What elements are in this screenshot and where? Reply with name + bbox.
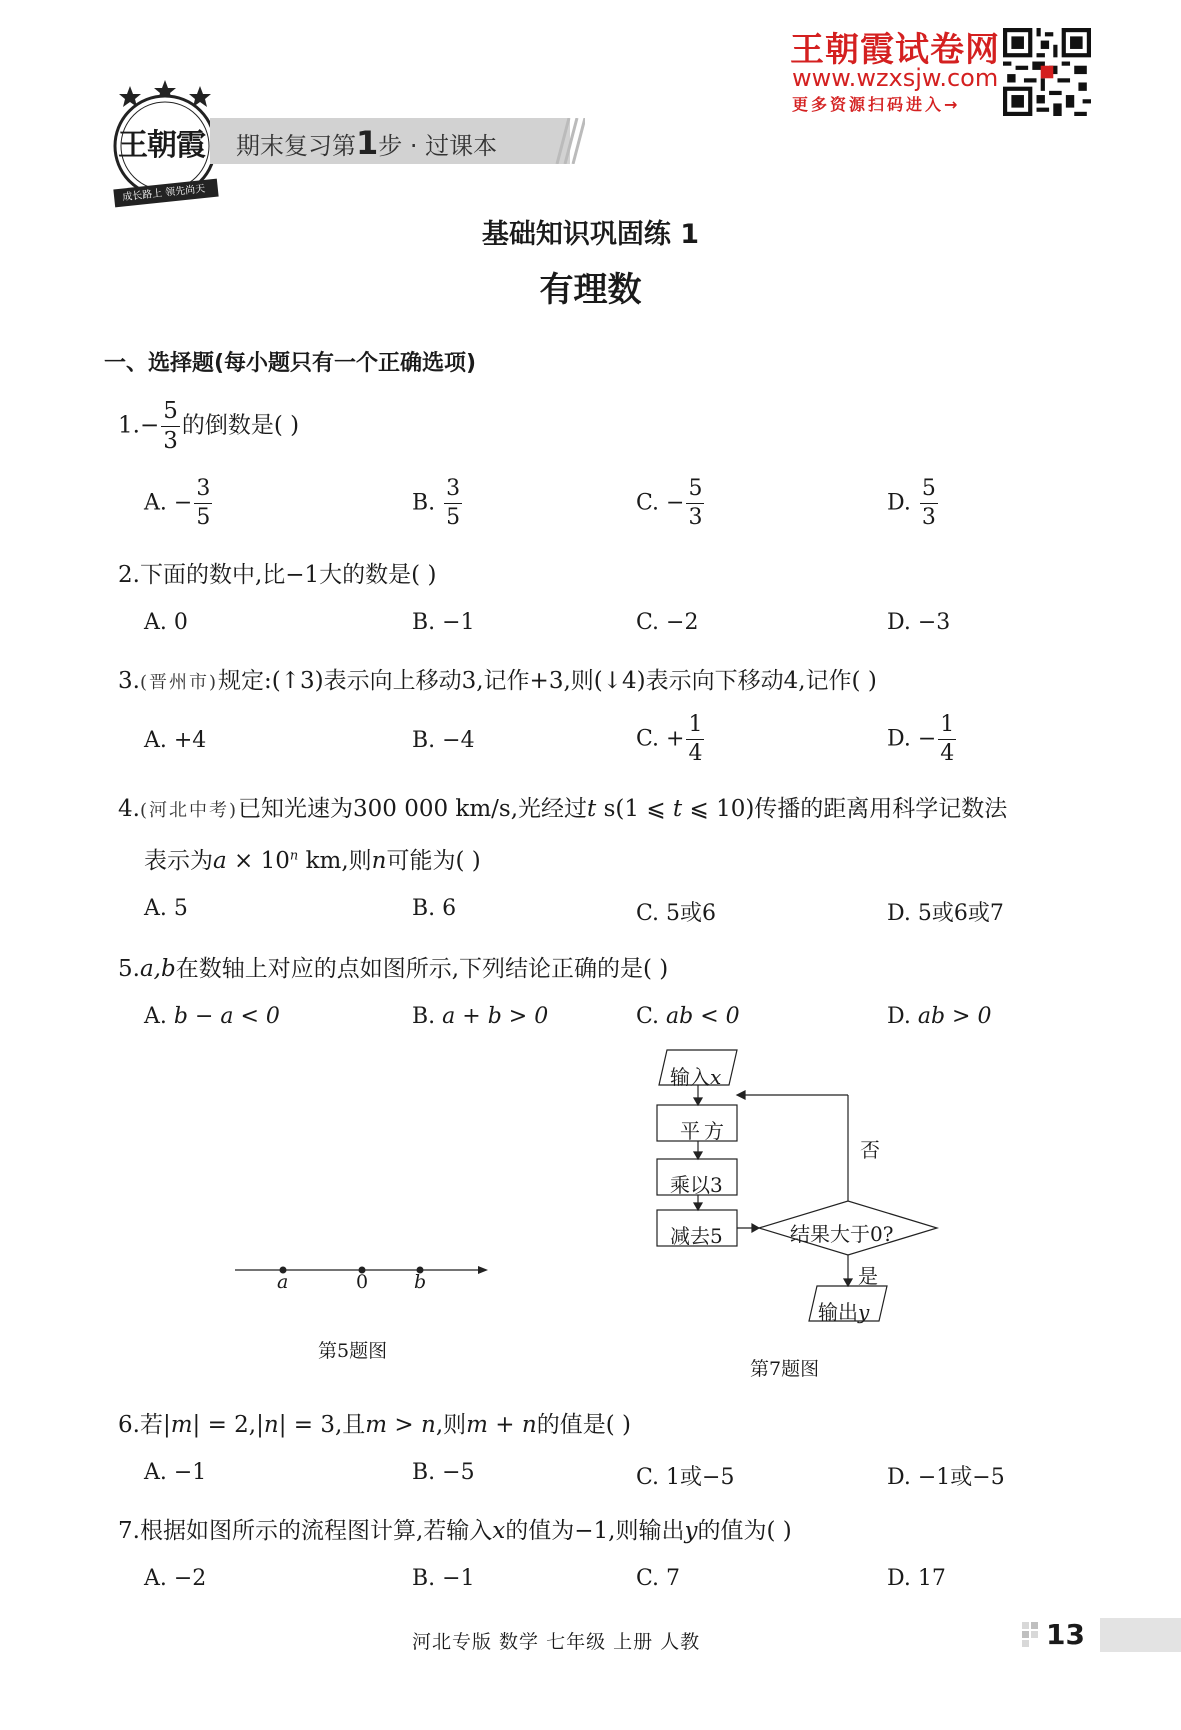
question-7: 7.根据如图所示的流程图计算,若输入x的值为−1,则输出y的值为( ) xyxy=(118,1518,792,1544)
q6-option-a[interactable]: A. −1 xyxy=(144,1460,207,1485)
q6-option-d[interactable]: D. −1或−5 xyxy=(887,1465,1005,1490)
exercise-title: 基础知识巩固练 1 xyxy=(481,219,700,250)
question-4-line2: 表示为$a \times 10^n$ km,则n可能为( ) xyxy=(144,848,481,874)
label-zero: 0 xyxy=(356,1271,369,1293)
q3-option-d[interactable]: D. − $\frac{1}{4}$ xyxy=(887,712,955,766)
q7-option-d[interactable]: D. 17 xyxy=(887,1566,946,1591)
q5-option-c[interactable]: C. ab < 0 xyxy=(636,1004,740,1029)
q3-option-a[interactable]: A. +4 xyxy=(144,728,207,753)
question-3: 3.(晋州市)规定:(↑3)表示向上移动3,记作+3,则(↓4)表示向下移动4,记作( ) xyxy=(118,668,877,694)
q2-option-a[interactable]: A. 0 xyxy=(144,610,188,635)
q3-option-b[interactable]: B. −4 xyxy=(412,728,475,753)
q5-option-d[interactable]: D. ab > 0 xyxy=(887,1004,992,1029)
figure7-caption: 第7题图 xyxy=(750,1358,820,1380)
logo-text: 王朝霞 xyxy=(118,128,205,163)
qr-code-icon[interactable] xyxy=(1003,28,1091,116)
question-2: 2.下面的数中,比−1大的数是( ) xyxy=(118,562,437,588)
page-number: 13 xyxy=(1046,1618,1085,1651)
flow-output: 输出y xyxy=(818,1300,870,1324)
q3-option-c[interactable]: C. + $\frac{1}{4}$ xyxy=(636,712,703,766)
page-decoration-icon xyxy=(1022,1622,1048,1648)
label-a: a xyxy=(277,1271,289,1293)
axis-arrow-icon xyxy=(478,1266,488,1274)
question-1: 1.− $\frac{5}{3}$ 的倒数是( ) xyxy=(118,398,300,454)
flow-no-label: 否 xyxy=(860,1138,880,1162)
q7-option-b[interactable]: B. −1 xyxy=(412,1566,475,1591)
banner-stripes xyxy=(555,118,585,164)
banner-text: 期末复习第1步 · 过课本 xyxy=(236,124,498,162)
q3-source: (晋州市) xyxy=(139,672,218,693)
flow-decision: 结果大于0? xyxy=(790,1222,894,1246)
page-number-bar xyxy=(1100,1618,1181,1652)
question-5: 5.a,b在数轴上对应的点如图所示,下列结论正确的是( ) xyxy=(118,956,669,982)
q4-option-d[interactable]: D. 5或6或7 xyxy=(887,901,1004,926)
q6-option-c[interactable]: C. 1或−5 xyxy=(636,1465,735,1490)
q2-option-b[interactable]: B. −1 xyxy=(412,610,475,635)
q4-source: (河北中考) xyxy=(139,800,238,821)
q1-option-c[interactable]: C. − $\frac{5}{3}$ xyxy=(636,476,703,530)
banner-step-number: 1 xyxy=(356,124,379,162)
q4-option-b[interactable]: B. 6 xyxy=(412,896,457,921)
q5-option-a[interactable]: A. b − a < 0 xyxy=(144,1004,280,1029)
q1-option-a[interactable]: A. − $\frac{3}{5}$ xyxy=(144,476,211,530)
q7-option-c[interactable]: C. 7 xyxy=(636,1566,681,1591)
q4-option-a[interactable]: A. 5 xyxy=(144,896,188,921)
q2-option-c[interactable]: C. −2 xyxy=(636,610,699,635)
flow-step-subtract: 减去5 xyxy=(670,1224,723,1248)
q4-option-c[interactable]: C. 5或6 xyxy=(636,901,717,926)
q1-option-d[interactable]: D. $\frac{5}{3}$ xyxy=(887,476,936,530)
question-6: 6.若|m| = 2,|n| = 3,且m > n,则m + n的值是( ) xyxy=(118,1412,631,1438)
brand-url[interactable]: www.wzxsjw.com xyxy=(792,64,999,92)
footer-edition: 河北专版 数学 七年级 上册 人教 xyxy=(412,1631,701,1653)
section-heading: 一、选择题(每小题只有一个正确选项) xyxy=(104,351,477,376)
q6-option-b[interactable]: B. −5 xyxy=(412,1460,475,1485)
label-b: b xyxy=(414,1271,427,1293)
flow-step-multiply: 乘以3 xyxy=(670,1173,723,1197)
q7-option-a[interactable]: A. −2 xyxy=(144,1566,207,1591)
chapter-title: 有理数 xyxy=(539,270,642,310)
flow-input: 输入x xyxy=(670,1065,722,1089)
brand-title: 王朝霞试卷网 xyxy=(790,30,1000,70)
flow-step-square: 平方 xyxy=(680,1119,728,1143)
q2-option-d[interactable]: D. −3 xyxy=(887,610,951,635)
flow-yes-label: 是 xyxy=(858,1264,878,1288)
figure5-caption: 第5题图 xyxy=(318,1340,388,1362)
brand-scan-text: 更多资源扫码进入→ xyxy=(792,95,961,114)
logo-subtext: 成长路上 领先尚天 xyxy=(121,183,206,204)
q5-option-b[interactable]: B. a + b > 0 xyxy=(412,1004,549,1029)
question-4: 4.(河北中考)已知光速为300 000 km/s,光经过t s(1 ⩽ t ⩽ 10)传播的距离用科学记数法 xyxy=(118,796,1008,822)
q1-option-b[interactable]: B. $\frac{3}{5}$ xyxy=(412,476,461,530)
